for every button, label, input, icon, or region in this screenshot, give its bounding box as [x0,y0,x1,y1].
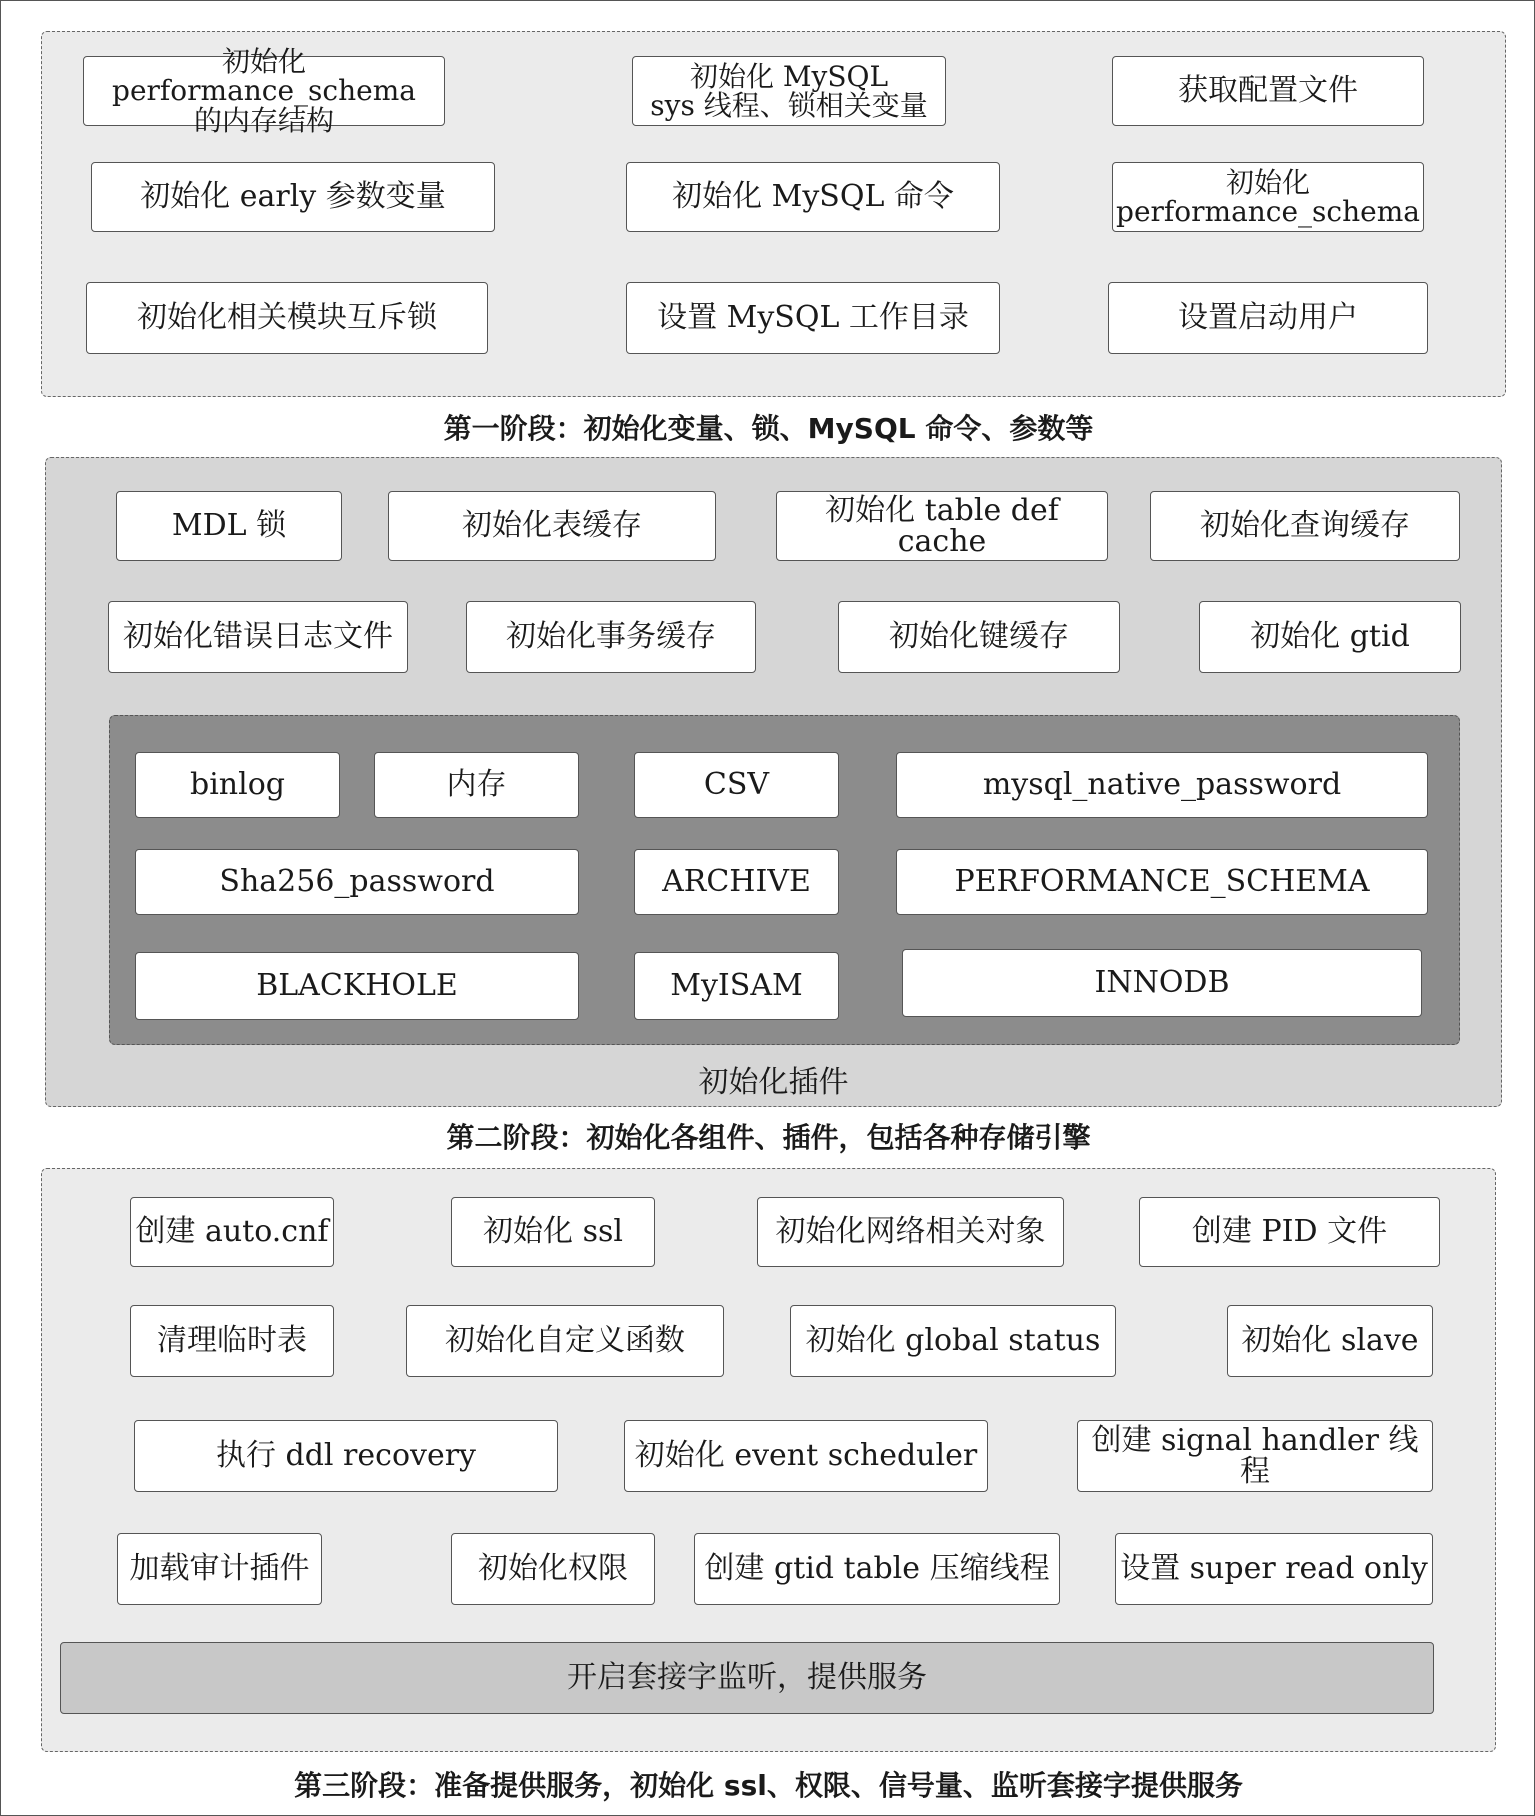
stage1-step-init-commands: 初始化 MySQL 命令 [626,162,1000,232]
stage1-step-set-workdir: 设置 MySQL 工作目录 [626,282,1000,354]
stage3-step-load-audit-plugin: 加载审计插件 [117,1533,322,1605]
stage3-step-init-slave: 初始化 slave [1227,1305,1433,1377]
stage1-step-init-sys-vars: 初始化 MySQL sys 线程、锁相关变量 [632,56,946,126]
stage1-step-init-mutexes: 初始化相关模块互斥锁 [86,282,488,354]
plugin-innodb: INNODB [902,949,1422,1017]
stage1-region [41,31,1506,397]
stage1-step-init-ps: 初始化 performance_schema [1112,162,1424,232]
stage2-step-init-query-cache: 初始化查询缓存 [1150,491,1460,561]
stage3-step-init-udf: 初始化自定义函数 [406,1305,724,1377]
stage2-step-init-key-cache: 初始化键缓存 [838,601,1120,673]
plugin-blackhole: BLACKHOLE [135,952,579,1020]
plugin-sha256-password: Sha256_password [135,849,579,915]
stage2-step-mdl-lock: MDL 锁 [116,491,342,561]
stage3-step-init-event-scheduler: 初始化 event scheduler [624,1420,988,1492]
plugin-archive: ARCHIVE [634,849,839,915]
stage2-step-init-trx-cache: 初始化事务缓存 [466,601,756,673]
stage2-step-init-gtid: 初始化 gtid [1199,601,1461,673]
stage2-step-init-table-cache: 初始化表缓存 [388,491,716,561]
stage3-step-gtid-compress-thread: 创建 gtid table 压缩线程 [694,1533,1060,1605]
stage3-step-ddl-recovery: 执行 ddl recovery [134,1420,558,1492]
plugin-mysql-native-password: mysql_native_password [896,752,1428,818]
stage3-step-init-ssl: 初始化 ssl [451,1197,655,1267]
stage1-step-get-config: 获取配置文件 [1112,56,1424,126]
plugin-binlog: binlog [135,752,340,818]
stage3-step-create-pid-file: 创建 PID 文件 [1139,1197,1440,1267]
stage3-final-start-listening: 开启套接字监听，提供服务 [60,1642,1434,1714]
stage1-step-init-ps-memory: 初始化 performance_schema 的内存结构 [83,56,445,126]
stage2-caption: 第二阶段：初始化各组件、插件，包括各种存储引擎 [446,1121,1091,1154]
plugins-region [109,715,1460,1045]
plugin-myisam: MyISAM [634,952,839,1020]
plugin-csv: CSV [634,752,839,818]
stage3-caption: 第三阶段：准备提供服务，初始化 ssl、权限、信号量、监听套接字提供服务 [294,1769,1243,1802]
stage3-region [41,1168,1496,1752]
stage3-step-clean-temp-tables: 清理临时表 [130,1305,334,1377]
stage2-step-init-error-log: 初始化错误日志文件 [108,601,408,673]
plugin-performance-schema: PERFORMANCE_SCHEMA [896,849,1428,915]
stage3-step-init-network: 初始化网络相关对象 [757,1197,1064,1267]
stage2-step-init-table-def-cache: 初始化 table def cache [776,491,1108,561]
stage3-step-init-privileges: 初始化权限 [451,1533,655,1605]
stage1-step-set-user: 设置启动用户 [1108,282,1428,354]
plugins-label: 初始化插件 [698,1065,849,1100]
stage3-step-create-signal-handler: 创建 signal handler 线程 [1077,1420,1433,1492]
plugin-memory: 内存 [374,752,579,818]
stage1-caption: 第一阶段：初始化变量、锁、MySQL 命令、参数等 [443,412,1094,445]
stage3-step-create-auto-cnf: 创建 auto.cnf [130,1197,334,1267]
stage3-step-super-read-only: 设置 super read only [1115,1533,1433,1605]
stage1-step-init-early-params: 初始化 early 参数变量 [91,162,495,232]
stage3-step-init-global-status: 初始化 global status [790,1305,1116,1377]
